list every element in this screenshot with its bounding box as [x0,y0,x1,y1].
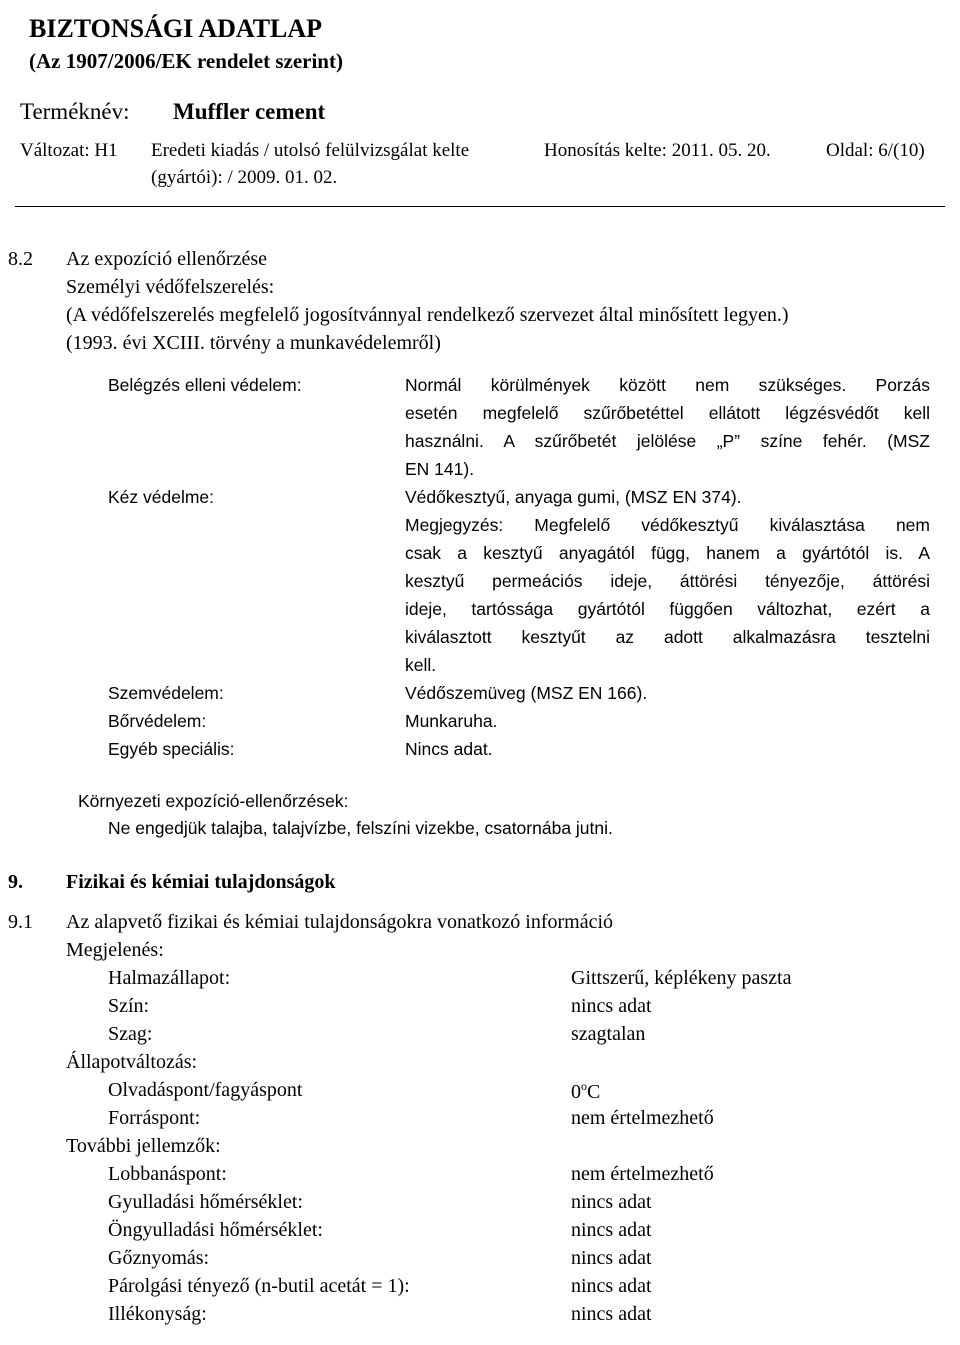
respiratory-line: használni. A szűrőbetét jelölése „P” színe fehér. (MSZ [405,431,930,451]
volatility-value: nincs adat [571,1303,652,1325]
hand-line: ideje, tartóssága gyártótól függően változhat, ezért a [405,599,930,619]
degree-superscript: o [581,1079,587,1093]
autoignition-temp-value: nincs adat [571,1219,652,1241]
melting-point-label: Olvadáspont/fagyáspont [108,1079,303,1101]
evaporation-rate-label: Párolgási tényező (n-butil acetát = 1): [108,1275,410,1297]
section-9-1-number: 9.1 [8,911,33,933]
flash-point-value: nem értelmezhető [571,1163,714,1185]
respiratory-label: Belégzés elleni védelem: [108,375,302,395]
melting-point-value [571,1079,600,1104]
personal-protection-label: Személyi védőfelszerelés: [66,276,275,298]
page-number: Oldal: 6/(10) [826,140,925,161]
boiling-point-label: Forráspont: [108,1107,201,1129]
respiratory-line: EN 141). [405,459,475,479]
flash-point-label: Lobbanáspont: [108,1163,227,1185]
respiratory-line: Normál körülmények között nem szükséges. Porzás [405,375,930,395]
other-protection-value: Nincs adat. [405,739,493,759]
evaporation-rate-value: nincs adat [571,1275,652,1297]
section-8-2-number: 8.2 [8,248,33,270]
section-8-2-heading: Az expozíció ellenőrzése [66,248,268,270]
document-subtitle: (Az 1907/2006/EK rendelet szerint) [29,49,343,73]
vapor-pressure-label: Gőznyomás: [108,1247,210,1269]
hand-line: csak a kesztyű anyagától függ, hanem a gyártótól is. A [405,543,930,563]
issue-label: Eredeti kiadás / utolsó felülvizsgálat kelte [151,140,470,161]
section-9-title: Fizikai és kémiai tulajdonságok [66,871,336,893]
protection-note-line1: (A védőfelszerelés megfelelő jogosítvánnyal rendelkező szervezet által minősített legyen.) [66,304,789,326]
odor-value: szagtalan [571,1023,646,1045]
version: Változat: H1 [20,140,118,161]
hand-line: Védőkesztyű, anyaga gumi, (MSZ EN 374). [405,487,742,507]
respiratory-line: esetén megfelelő szűrőbetéttel ellátott légzésvédőt kell [405,403,930,423]
header-divider [15,206,945,207]
eye-protection-value: Védőszemüveg (MSZ EN 166). [405,683,648,703]
appearance-label: Megjelenés: [66,939,164,961]
environmental-value: Ne engedjük talajba, talajvízbe, felszíni vizekbe, csatornába jutni. [108,818,613,838]
other-protection-label: Egyéb speciális: [108,739,235,759]
harmonization-date: Honosítás kelte: 2011. 05. 20. [544,140,771,161]
melting-point-number: 0 [571,1081,581,1103]
section-9-1-title: Az alapvető fizikai és kémiai tulajdonságokra vonatkozó információ [66,911,614,933]
hand-protection-value [405,483,930,679]
eye-protection-label: Szemvédelem: [108,683,224,703]
product-label: Terméknév: [20,99,130,124]
issue-date: (gyártói): / 2009. 01. 02. [151,167,338,188]
further-properties-label: További jellemzők: [66,1135,221,1157]
color-label: Szín: [108,995,150,1017]
environmental-label: Környezeti expozíció-ellenőrzések: [78,791,349,811]
color-value: nincs adat [571,995,652,1017]
odor-label: Szag: [108,1023,153,1045]
hand-line: kell. [405,655,437,675]
physical-state-label: Halmazállapot: [108,967,231,989]
protection-note-line2: (1993. évi XCIII. törvény a munkavédelemről) [66,332,441,354]
boiling-point-value: nem értelmezhető [571,1107,714,1129]
hand-line: kesztyű permeációs ideje, áttörési tényezője, áttörési [405,571,930,591]
vapor-pressure-value: nincs adat [571,1247,652,1269]
ignition-temp-value: nincs adat [571,1191,652,1213]
melting-point-unit: C [587,1081,601,1103]
phase-change-label: Állapotváltozás: [66,1051,198,1073]
section-9-number: 9. [8,871,23,893]
skin-protection-value: Munkaruha. [405,711,498,731]
physical-state-value: Gittszerű, képlékeny paszta [571,967,792,989]
volatility-label: Illékonyság: [108,1303,207,1325]
skin-protection-label: Bőrvédelem: [108,711,207,731]
hand-line: kiválasztott kesztyűt az adott alkalmazásra tesztelni [405,627,930,647]
respiratory-value [405,371,930,483]
hand-protection-label: Kéz védelme: [108,487,215,507]
ignition-temp-label: Gyulladási hőmérséklet: [108,1191,303,1213]
product-name: Muffler cement [173,99,326,124]
document-title: BIZTONSÁGI ADATLAP [29,14,323,43]
autoignition-temp-label: Öngyulladási hőmérséklet: [108,1219,323,1241]
hand-line: Megjegyzés: Megfelelő védőkesztyű kiválasztása nem [405,515,930,535]
